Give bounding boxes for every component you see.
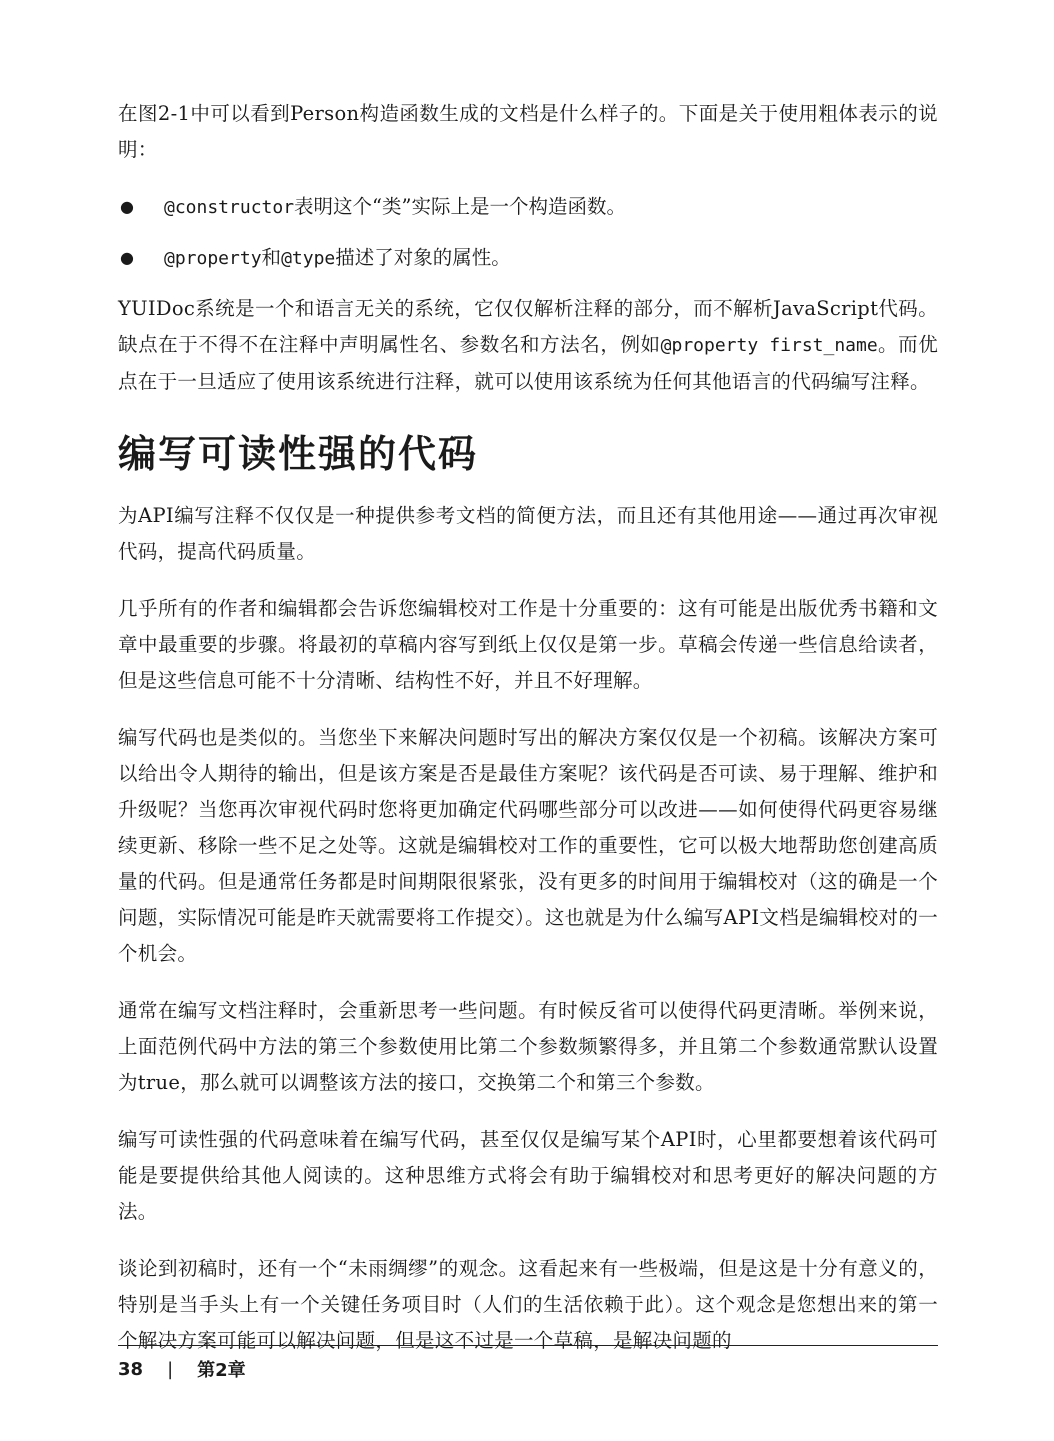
bullet-connector: 和 bbox=[261, 246, 282, 269]
section-paragraph-6: 谈论到初稿时，还有一个“未雨绸缪”的观念。这看起来有一些极端，但是这是十分有意义的，特别是当手头上有一个关键任务项目时（人们的生活依赖于此）。这个观念是您想出来的第一个解决方案可能可以解决问题，但是这不过是一个草稿，是解决问题的 bbox=[118, 1257, 938, 1352]
page-footer bbox=[118, 1345, 938, 1382]
bullet-item bbox=[118, 240, 938, 277]
yuidoc-text-b: 。而优点在于一旦适应了使用该系统进行注释，就可以使用该系统为任何其他语言的代码编写注释。 bbox=[118, 333, 938, 393]
bullet-text: 表明这个“类”实际上是一个构造函数。 bbox=[294, 195, 626, 218]
section-paragraph-2: 几乎所有的作者和编辑都会告诉您编辑校对工作是十分重要的：这有可能是出版优秀书籍和文章中最重要的步骤。将最初的草稿内容写到纸上仅仅是第一步。草稿会传递一些信息给读者，但是这些信息可能不十分清晰、结构性不好，并且不好理解。 bbox=[118, 597, 938, 692]
section-paragraph-3: 编写代码也是类似的。当您坐下来解决问题时写出的解决方案仅仅是一个初稿。该解决方案可以给出令人期待的输出，但是该方案是否是最佳方案呢？该代码是否可读、易于理解、维护和升级呢？当您再次审视代码时您将更加确定代码哪些部分可以改进——如何使得代码更容易继续更新、移除一些不足之处等。这就是编辑校对工作的重要性，它可以极大地帮助您创建高质量的代码。但是通常任务都是时间期限很紧张，没有更多的时间用于编辑校对（这的确是一个问题，实际情况可能是昨天就需要将工作提交）。这也就是为什么编写API文档是编辑校对的一个机会。 bbox=[118, 726, 938, 965]
code-type: @type bbox=[281, 248, 336, 269]
section-paragraph-4: 通常在编写文档注释时，会重新思考一些问题。有时候反省可以使得代码更清晰。举例来说，上面范例代码中方法的第三个参数使用比第二个参数频繁得多，并且第二个参数通常默认设置为true，那么就可以调整该方法的接口，交换第二个和第三个参数。 bbox=[118, 999, 938, 1094]
code-constructor: @constructor bbox=[164, 197, 295, 218]
code-property: @property bbox=[164, 248, 262, 269]
bullet-text: 描述了对象的属性。 bbox=[335, 246, 511, 269]
bullet-list bbox=[118, 189, 938, 277]
section-heading: 编写可读性强的代码 bbox=[118, 432, 479, 476]
bullet-dot-icon: ● bbox=[120, 248, 134, 267]
yuidoc-paragraph bbox=[118, 291, 938, 400]
chapter-label: 第2章 bbox=[197, 1360, 246, 1381]
page-number: 38 bbox=[118, 1358, 144, 1380]
page-content bbox=[118, 96, 938, 1380]
footer-separator: | bbox=[167, 1358, 174, 1380]
section-paragraph-1: 为API编写注释不仅仅是一种提供参考文档的简便方法，而且还有其他用途——通过再次审视代码，提高代码质量。 bbox=[118, 504, 938, 563]
code-property-first-name: @property first_name bbox=[660, 335, 878, 356]
section-paragraph-5: 编写可读性强的代码意味着在编写代码，甚至仅仅是编写某个API时，心里都要想着该代码可能是要提供给其他人阅读的。这种思维方式将会有助于编辑校对和思考更好的解决问题的方法。 bbox=[118, 1128, 938, 1223]
footer-row bbox=[118, 1346, 938, 1382]
bullet-dot-icon: ● bbox=[120, 197, 134, 216]
intro-paragraph: 在图2-1中可以看到Person构造函数生成的文档是什么样子的。下面是关于使用粗体表示的说明： bbox=[118, 102, 938, 161]
bullet-item bbox=[118, 189, 938, 226]
yuidoc-text-a: YUIDoc系统是一个和语言无关的系统，它仅仅解析注释的部分，而不解析JavaScript代码。缺点在于不得不在注释中声明属性名、参数名和方法名，例如 bbox=[118, 297, 938, 356]
